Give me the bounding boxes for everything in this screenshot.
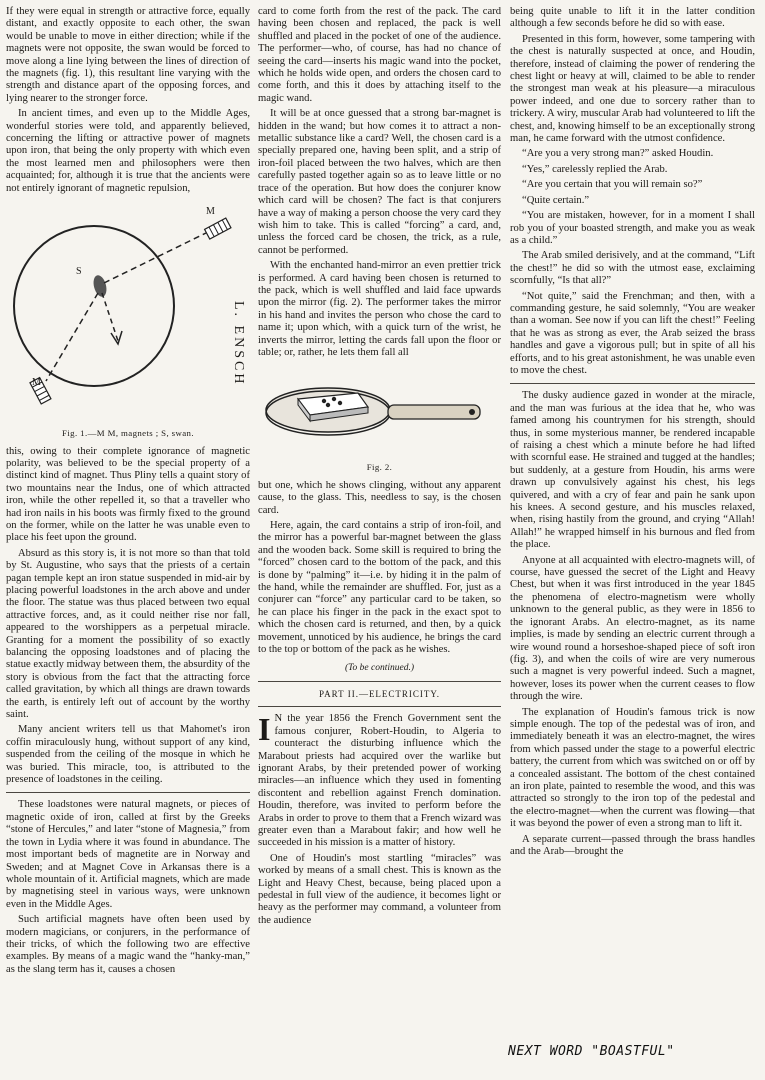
paragraph: being quite unable to lift it in the latter condition although a few seconds before he did so with ease.	[510, 6, 755, 30]
paragraph: If they were equal in strength or attractive force, equally distant, and exactly opposite to each other, the swan would be unable to move in either direction; while if the magnets were not opposite, the swan would be forced to move along a line lying between the lines of direction of the magnets (fig. 1), this resultant line varying with the strength and distance apart of the opposing forces, and lying nearer to the stronger force.	[6, 6, 250, 104]
figure-1-caption: Fig. 1.—M M, magnets ; S, swan.	[62, 428, 194, 439]
paragraph: “Are you certain that you will remain so?”	[522, 179, 703, 191]
paragraph: “You are mistaken, however, for in a moment I shall rob you of your boasted strength, and make you as weak as a child.”	[510, 210, 755, 246]
paragraph-text: N the year 1856 the French Government sent the famous conjurer, Robert-Houdin, to Algeria to counteract the disturbing influence which the Marabout priests had acquired over the warlike but ignorant Arabs, by their pretended power of working miracles—an influence which they used in fomenting discontent and rebellion against French domination. Houdin, therefore, was invited to perform before the Arabs in order to prove to them that a French wizard was greater even than a Marabout fakir; and how well he succeeded in his mission is a matter of history.	[258, 713, 501, 849]
paragraph: With the enchanted hand-mirror an even prettier trick is performed. A card having been chosen is returned to the pack, which is well shuffled and laid face upwards upon the mirror (fig. 2). The performer takes the mirror in his hand and invites the person who chose the card to name it; upon which, with a quick turn of the wrist, he inverts the mirror, letting the cards fall upon the floor or table; or, rather, he lets them fall all	[258, 260, 501, 358]
paragraph: It will be at once guessed that a strong bar-magnet is hidden in the wand; but how comes it to attract a non-metallic substance like a card? Well, the chosen card is a specially prepared one, having been split, and a strip of iron-foil placed between the two halves, which are then carefully pasted together again so as to leave little or no trace of the operation. But how does the conjurer know which card will be chosen? The fact is that conjurers have a way of making a person choose the very card they wish him to take. This is called “forcing” a card, and, unless the forced card be chosen, the trick, as a rule, cannot be performed.	[258, 108, 501, 256]
paragraph: “Not quite,” said the Frenchman; and then, with a commanding gesture, he said solemnly, “You are weaker than a woman. See now if you can lift the chest!” Feeling that he was as strong as ever, the Arab seized the brass handles and gave a vigorous pull; but in spite of all his efforts, and to his great astonishment, he was unable even to move the chest.	[510, 290, 755, 376]
paragraph: In ancient times, and even up to the Middle Ages, wonderful stories were told, and apparently believed, concerning the lifting or attractive power of magnets upon iron, that being the only property with which even the most learned men and philosophers were then acquainted; for, although it is true that the ancients were not entirely ignorant of magnetic repulsion,	[6, 108, 250, 194]
paragraph	[258, 713, 501, 849]
paragraph: Such artificial magnets have often been used by modern magicians, or conjurers, in the performance of their tricks, of which the following two are effective examples. By means of a magic wand the “hanky-man,” as the slang term has it, causes a chosen	[6, 914, 250, 975]
paragraph: “Are you a very strong man?” asked Houdin.	[522, 148, 714, 160]
figure-label-m: M	[32, 377, 41, 389]
figure-1-magnets-swan	[6, 201, 250, 421]
paragraph: The explanation of Houdin's famous trick is now simple enough. The top of the pedestal was of iron, and immediately beneath it was an electro-magnet, the wires from which passed under the stage to a powerful electric battery, the current from which was switched on or off by a concealed assistant. The bottom of the chest contained an iron plate, painted to resemble the wood, and this was attracted so strongly to the iron top of the pedestal and the electro-magnet—when the current was flowing—that it was beyond the power of even a strong man to lift it.	[510, 706, 755, 830]
divider	[258, 706, 501, 707]
figure-2-hand-mirror	[258, 365, 501, 455]
figure-2-illustration	[258, 365, 501, 445]
left-column	[6, 6, 250, 979]
paragraph: One of Houdin's most startling “miracles” was worked by means of a small chest. This is known as the Light and Heavy Chest, because, being placed upon a pedestal in full view of the audience, it becomes light or heavy as the performer may command, a volunteer from the audience	[258, 852, 501, 926]
figure-1-illustration	[6, 201, 250, 411]
paragraph: A separate current—passed through the brass handles and the Arab—brought the	[510, 833, 755, 857]
paragraph: but one, which he shows clinging, without any apparent cause, to the glass. This, needless to say, is the chosen card.	[258, 479, 501, 516]
paragraph: Presented in this form, however, some tampering with the chest is naturally suspected at once, and Houdin, therefore, instead of claiming the power of rendering the chest light or heavy at will, claimed to be able to render the strongest man weak at his pleasure—a miraculous power indeed, and one due to sorcery rather than to trickery. A wiry, muscular Arab had volunteered to lift the chest, and, knowing himself to be an exceptionally strong man, he came forward with the utmost confidence.	[510, 33, 755, 145]
handwritten-note: NEXT WORD "BOASTFUL"	[508, 1044, 675, 1059]
paragraph: Absurd as this story is, it is not more so than that told by St. Augustine, who says that the priests of a certain pagan temple kept an iron statue suspended in mid-air by placing powerful loadstones in the arch above and under the floor. The statue was thus placed between two equal attractive forces, and, as it could neither rise nor fall, appeared to the worshippers as a perpetual miracle. Granting for a moment the possibility of so exactly balancing the opposing loadstones and of placing the statue exactly midway between them, the absurdity of the story is obvious from the fact that the attracting force called gravitation, by which all things are drawn towards the earth, is entirely left out of account by the worthy saint.	[6, 547, 250, 721]
paragraph: These loadstones were natural magnets, or pieces of magnetic oxide of iron, called at first by the Greeks “stone of Hercules,” and later “stone of Magnesia,” from the town in Lydia where it was found in abundance. The most important beds of magnetite are in Norway and Sweden; and at Magnet Cove in Arkansas there is a whole mountain of it. Artificial magnets, which are made by magnetising steel in various ways, were unknown even in the Middle Ages.	[6, 799, 250, 910]
paragraph: Anyone at all acquainted with electro-magnets will, of course, have guessed the secret of the Light and Heavy Chest, but when it was first introduced in the year 1845 the phenomena of electro-magnetism were wholly unknown to the general public, as they were in 1856 to the ignorant Arabs. An electro-magnet, as its name implies, is made by sending an electric current through a wire wound round a horseshoe-shaped piece of soft iron (fig. 3), and when the coils of wire are very numerous such a magnet is very powerful indeed. Such a magnet, however, loses its power when the current ceases to flow through the wire.	[510, 554, 755, 703]
paragraph: card to come forth from the rest of the pack. The card having been chosen and replaced, the pack is well shuffled and placed in the pocket of one of the audience. The performer—who, of course, has had no chance of seeing the card—inserts his magic wand into the pocket, which he holds wide open, and orders the chosen card to come forth, and this it does by attaching itself to the magic wand.	[258, 6, 501, 104]
right-column	[510, 6, 755, 861]
paragraph: this, owing to their complete ignorance of magnetic polarity, was believed to be the special property of a distinct kind of magnet. Thus Pliny tells a quaint story of two mountains near the Indus, one of which attracted iron, while the other repelled it, so that a traveller who had iron nails in his boots was firmly fixed to the ground on the former, while on the latter he was unable even to place his feet upon the ground.	[6, 445, 250, 544]
figure-label-s: S	[76, 266, 82, 278]
figure-2-caption: Fig. 2.	[366, 462, 393, 473]
drop-cap: I	[258, 711, 271, 748]
section-heading: PART II.—ELECTRICITY.	[318, 688, 441, 699]
paragraph: “Yes,” carelessly replied the Arab.	[522, 163, 668, 175]
figure-label-m: M	[206, 206, 215, 218]
paragraph: Many ancient writers tell us that Mahomet's iron coffin miraculously hung, without support of any kind, suspended from the ceiling of the mosque in which he was buried. This miracle, too, is attributed to the presence of loadstones in the ceiling.	[6, 724, 250, 786]
figure-artist-signature: L. ENSCH	[231, 301, 246, 387]
to-be-continued-note: (To be continued.)	[344, 663, 415, 674]
paragraph: The dusky audience gazed in wonder at the miracle, and the man was furious at the idea that he, who was famed among his countrymen for his strength, should thus, in some mysterious manner, be rendered incapable of raising a chest which a minute before he had lifted with scornful ease. He strained and tugged at the handles; but suddenly, at a gesture from Houdin, his arms were drawn up convulsively against his chest, his legs quivered, and with a cry of fear and pain he sank upon his knees. A second gesture, and his muscles relaxed, when, rising hastily from the ground, and crying “Allah! Allah!” he wrapped himself in his burnous and fled from the place.	[510, 390, 755, 551]
divider	[258, 681, 501, 682]
divider	[510, 383, 755, 384]
middle-column	[258, 6, 501, 930]
paragraph: Here, again, the card contains a strip of iron-foil, and the mirror has a powerful bar-magnet between the glass and the wooden back. Some skill is required to bring the “forced” chosen card to the bottom of the pack, and this is done by “palming” it—i.e. by hiding it in the palm of the hand, while the remainder are shuffled. For, just as a conjurer can “force” any particular card to be taken, so he can place his finger in the pack in the exact spot to which the chosen card is returned, and then, by a quick movement, unnoticed by his audience, he brings the card to the top or bottom of the pack as he wishes.	[258, 520, 501, 656]
divider	[6, 792, 250, 793]
paragraph: “Quite certain.”	[522, 194, 590, 206]
paragraph: The Arab smiled derisively, and at the command, “Lift the chest!” he did so with the utmost ease, exclaiming scornfully, “Is that all?”	[510, 250, 755, 287]
